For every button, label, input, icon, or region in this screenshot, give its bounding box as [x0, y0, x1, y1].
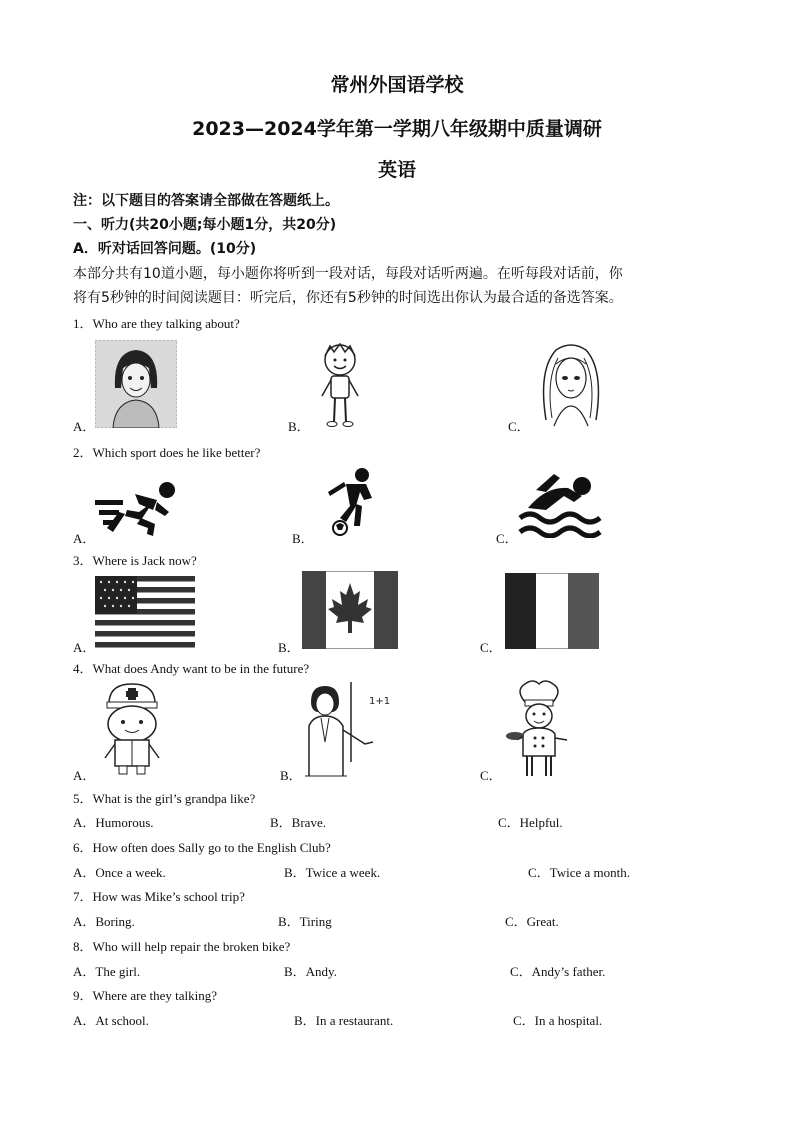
- q4-option-c: C．: [480, 768, 502, 783]
- q1-option-a: A．: [73, 419, 96, 434]
- q5-option-c: C．Helpful.: [498, 815, 563, 830]
- section-heading: 一、听力(共20小题;每小题1分，共20分): [73, 217, 337, 233]
- q2-option-a: A．: [73, 531, 96, 546]
- question-5: 5．What is the girl’s grandpa like?: [73, 791, 256, 806]
- girl-short-hair-icon: [95, 340, 177, 428]
- q7-option-c: C．Great.: [505, 914, 559, 929]
- running-icon: [95, 478, 183, 538]
- q4-option-a: A．: [73, 768, 96, 783]
- instructions-line-2: 将有5秒钟的时间阅读题目：听完后，你还有5秒钟的时间选出你认为最合适的备选答案。: [73, 290, 623, 306]
- subject-title: 英语: [377, 159, 416, 181]
- boy-icon: [312, 340, 368, 428]
- instructions-line-1: 本部分共有10道小题，每小题你将听到一段对话，每段对话听两遍。在听每段对话前，你: [73, 266, 623, 282]
- question-3: 3．Where is Jack now?: [73, 553, 197, 568]
- question-8: 8．Who will help repair the broken bike?: [73, 939, 291, 954]
- q9-option-c: C．In a hospital.: [513, 1013, 603, 1028]
- q2-option-b: B．: [292, 531, 314, 546]
- doctor-icon: [97, 682, 167, 776]
- question-9: 9．Where are they talking?: [73, 988, 218, 1003]
- canada-flag-icon: [302, 571, 398, 649]
- q8-option-b: B．Andy.: [284, 964, 337, 979]
- q4-option-b: B．: [280, 768, 302, 783]
- question-1: 1．Who are they talking about?: [73, 316, 240, 331]
- q8-option-c: C．Andy’s father.: [510, 964, 606, 979]
- football-icon: [316, 466, 386, 538]
- q6-option-b: B．Twice a week.: [284, 865, 381, 880]
- usa-flag-icon: [95, 576, 195, 648]
- q9-option-a: A．At school.: [73, 1013, 149, 1028]
- q3-option-b: B．: [278, 640, 300, 655]
- blackboard-text: 1+1: [369, 696, 391, 707]
- q3-option-c: C．: [480, 640, 502, 655]
- question-4: 4．What does Andy want to be in the future?: [73, 661, 310, 676]
- teacher-icon: [303, 680, 399, 780]
- q2-option-c: C．: [496, 531, 518, 546]
- q1-option-b: B．: [288, 419, 310, 434]
- q1-option-c: C．: [508, 419, 530, 434]
- exam-title: 2023—2024学年第一学期八年级期中质量调研: [192, 118, 602, 140]
- girl-long-hair-icon: [532, 340, 610, 428]
- q9-option-b: B．In a restaurant.: [294, 1013, 394, 1028]
- q8-option-a: A．The girl.: [73, 964, 141, 979]
- question-2: 2．Which sport does he like better?: [73, 445, 261, 460]
- question-6: 6．How often does Sally go to the English Club?: [73, 840, 331, 855]
- italy-flag-icon: [505, 573, 599, 649]
- q5-option-b: B．Brave.: [270, 815, 326, 830]
- school-title: 常州外国语学校: [330, 74, 464, 96]
- q3-option-a: A．: [73, 640, 96, 655]
- q5-option-a: A．Humorous.: [73, 815, 154, 830]
- question-7: 7．How was Mike’s school trip?: [73, 889, 245, 904]
- notice: 注：以下题目的答案请全部做在答题纸上。: [73, 193, 339, 209]
- q6-option-c: C．Twice a month.: [528, 865, 630, 880]
- q7-option-b: B．Tiring: [278, 914, 332, 929]
- q6-option-a: A．Once a week.: [73, 865, 166, 880]
- cook-icon: [505, 680, 573, 780]
- swimming-icon: [516, 466, 608, 538]
- part-a-heading: A．听对话回答问题。(10分): [73, 241, 257, 257]
- q7-option-a: A．Boring.: [73, 914, 135, 929]
